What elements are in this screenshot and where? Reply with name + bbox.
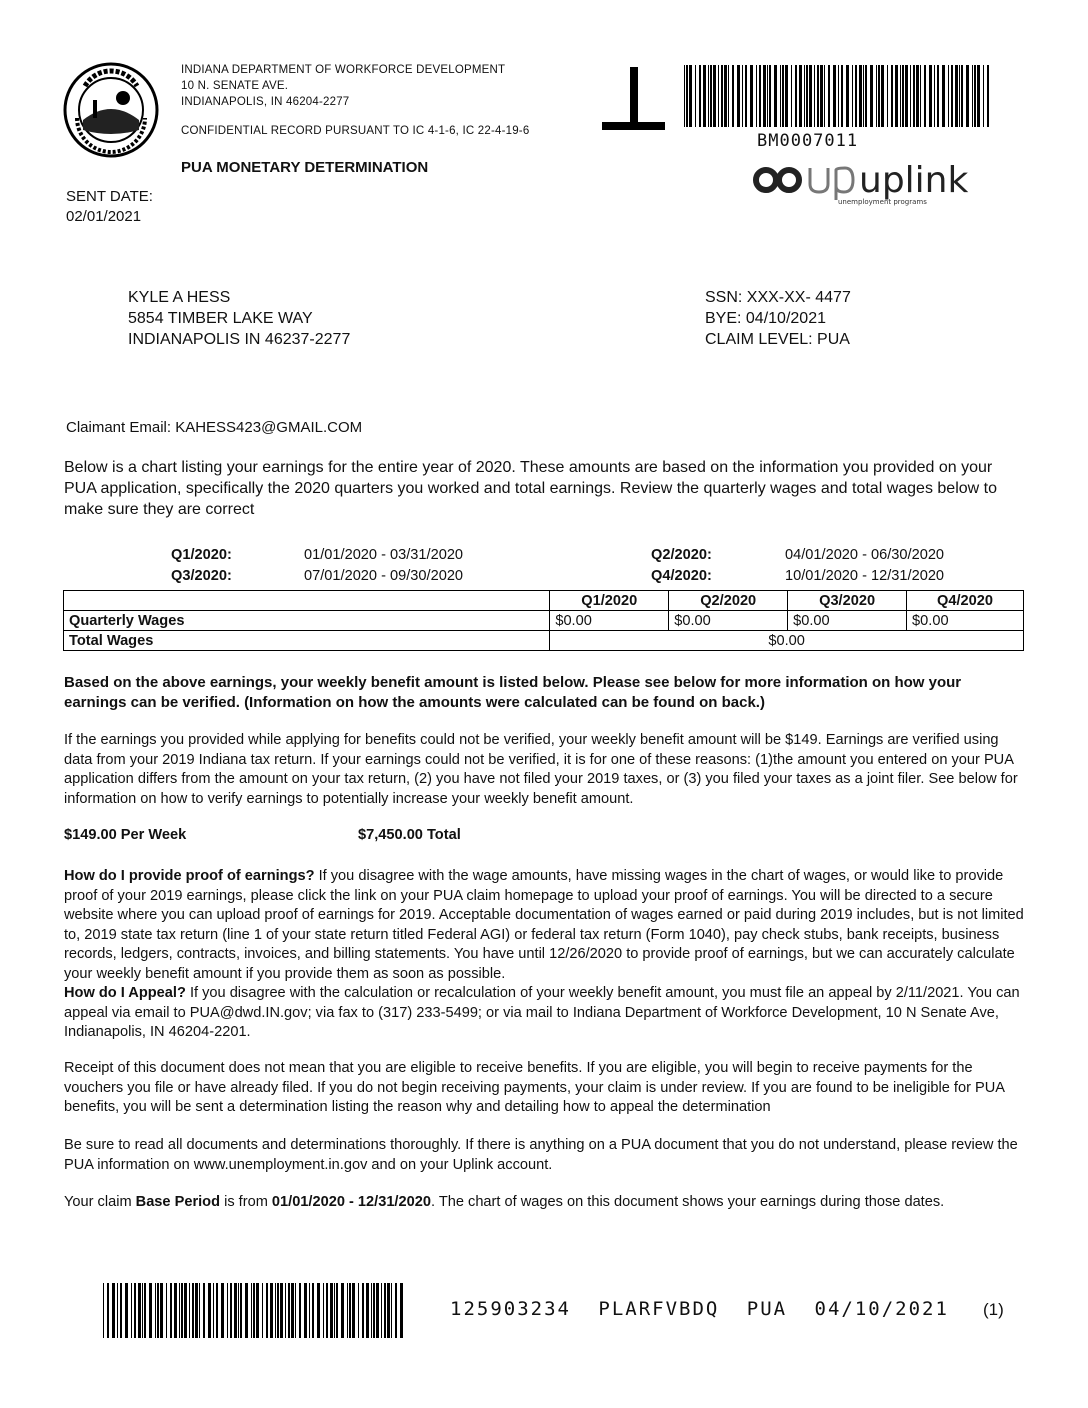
quarter-range-q1: 01/01/2020 - 03/31/2020 (304, 547, 464, 563)
barcode-bar (230, 1283, 232, 1338)
barcode-bar (846, 65, 849, 127)
barcode-bar (859, 65, 862, 127)
barcode-bar (347, 1283, 348, 1338)
barcode-bar (181, 1283, 183, 1338)
barcode-bar (309, 1283, 310, 1338)
barcode-bar (373, 1283, 375, 1338)
total-wages-value: $0.00 (550, 631, 1024, 651)
quarter-range-q3: 07/01/2020 - 09/30/2020 (304, 568, 464, 584)
barcode-bar (317, 1283, 320, 1338)
table-header: Q3/2020 (788, 591, 907, 611)
barcode-bar (184, 1283, 187, 1338)
barcode-bar (710, 65, 712, 127)
barcode-bar (251, 1283, 252, 1338)
barcode-bar (951, 65, 953, 127)
barcode-bar (742, 65, 743, 127)
barcode-bar (959, 65, 960, 127)
barcode-bar (174, 1283, 177, 1338)
barcode-bar (179, 1283, 180, 1338)
barcode-bar (838, 65, 839, 127)
barcode-bar (326, 1283, 328, 1338)
barcode-bar (245, 1283, 248, 1338)
barcode-bar (221, 1283, 224, 1338)
ssn: SSN: XXX-XX- 4477 (705, 289, 851, 306)
barcode-bar (275, 1283, 276, 1338)
agency-line: INDIANAPOLIS, IN 46204-2277 (181, 96, 350, 108)
barcode-bar (780, 65, 781, 127)
barcode-bar (814, 65, 815, 127)
receipt-paragraph: Receipt of this document does not mean that you are eligible to receive benefits. If you are eligible, you will begin to receive payments for the vouchers you file or have already filed. If you do not begin receiving payments, your claim is under review. If you are found to be ineligible for PUA benefits, you will be sent a determination listing the reason why and detailing how to appeal the determination (64, 1060, 1005, 1115)
barcode-bar (195, 1283, 198, 1338)
barcode-bar (266, 1283, 268, 1338)
barcode-bar (804, 65, 805, 127)
barcode-bar (149, 1283, 152, 1338)
base-period-mid: is from (220, 1194, 272, 1210)
barcode-bar (384, 1283, 386, 1338)
barcode-bar (718, 65, 719, 127)
barcode-bar (341, 1283, 344, 1338)
footer-code: 125903234 PLARFVBDQ PUA 04/10/2021 (450, 1298, 949, 1320)
barcode-bar (391, 1283, 392, 1338)
barcode-bar (323, 1283, 324, 1338)
barcode-bar (876, 65, 877, 127)
tee-mark-bar (602, 122, 665, 130)
barcode-bar (216, 1283, 218, 1338)
quarter-label-q4: Q4/2020: (651, 568, 712, 584)
barcode-bar (376, 1283, 379, 1338)
barcode-bar (820, 65, 823, 127)
barcode-top (684, 65, 994, 127)
barcode-bar (833, 65, 836, 127)
barcode-bar (285, 1283, 286, 1338)
barcode-bar (170, 1283, 172, 1338)
barcode-bar (155, 1283, 156, 1338)
barcode-bar (767, 65, 768, 127)
appeal-text: If you disagree with the calculation or recalculation of your weekly benefit amount, you must file an appeal by 2/11/2021. You can appeal via email to PUA@dwd.IN.gov; via fax to (317) 233-5499; or via mail to Indiana Department of Workforce Development, 10 N Senate Ave, Indianapolis, IN 46204-2201. (64, 985, 1020, 1040)
barcode-bar (955, 65, 958, 127)
claimant-street: 5854 TIMBER LAKE WAY (128, 310, 313, 327)
barcode-bar (891, 65, 893, 127)
logo-tagline: unemployment programs (838, 198, 927, 206)
barcode-bar (983, 65, 984, 127)
barcode-bar (817, 65, 819, 127)
table-header-row (64, 591, 1024, 611)
barcode-bar (881, 65, 884, 127)
barcode-bar (125, 1283, 128, 1338)
table-cell: $0.00 (788, 611, 907, 631)
barcode-bar (824, 65, 825, 127)
proof-question: How do I provide proof of earnings? (64, 868, 315, 884)
barcode-bar (721, 65, 723, 127)
barcode-bar (358, 1283, 359, 1338)
agency-line: 10 N. SENATE AVE. (181, 80, 289, 92)
barcode-bar (750, 65, 753, 127)
barcode-bar (977, 65, 980, 127)
barcode-bar (134, 1283, 136, 1338)
barcode-bar (905, 65, 908, 127)
barcode-bar (400, 1283, 403, 1338)
barcode-bar (756, 65, 757, 127)
barcode-bar (213, 1283, 214, 1338)
barcode-bar (841, 65, 843, 127)
barcode-bar (809, 65, 812, 127)
barcode-bar (799, 65, 802, 127)
barcode-bar (828, 65, 830, 127)
confidential-notice: CONFIDENTIAL RECORD PURSUANT TO IC 4-1-6, IC 22-4-19-6 (181, 125, 530, 137)
table-header: Q1/2020 (550, 591, 669, 611)
barcode-bar (974, 65, 976, 127)
barcode-bar (334, 1283, 335, 1338)
barcode-bar (291, 1283, 294, 1338)
table-row (64, 631, 1024, 651)
barcode-bar (972, 65, 973, 127)
barcode-bar (910, 65, 911, 127)
barcode-bar (270, 1283, 273, 1338)
table-header-blank (64, 591, 550, 611)
barcode-bar (961, 65, 963, 127)
table-row (64, 611, 1024, 631)
barcode-bar (785, 65, 788, 127)
page-title: PUA MONETARY DETERMINATION (181, 159, 429, 176)
barcode-bar (277, 1283, 279, 1338)
barcode-bar (937, 65, 939, 127)
base-period-pre: Your claim (64, 1194, 136, 1210)
barcode-bar (865, 65, 867, 127)
quarter-label-q3: Q3/2020: (171, 568, 232, 584)
barcode-bar (138, 1283, 141, 1338)
barcode-bar (699, 65, 701, 127)
barcode-bar (966, 65, 969, 127)
appeal-question: How do I Appeal? (64, 985, 186, 1001)
barcode-bar (203, 1283, 205, 1338)
barcode-bar (366, 1283, 369, 1338)
barcode-bar (684, 65, 685, 127)
barcode-bar (381, 1283, 382, 1338)
read-paragraph: Be sure to read all documents and determinations thoroughly. If there is anything on a PUA document that you do not understand, please review the PUA information on www.unemployment.in.gov and on your Uplink account. (64, 1137, 1018, 1173)
sent-date (66, 187, 153, 227)
barcode-bar (732, 65, 734, 127)
claimant-name: KYLE A HESS (128, 289, 231, 306)
verify-paragraph: If the earnings you provided while applying for benefits could not be verified, your weekly benefit amount will be $149. Earnings are verified using data from your 2019 Indiana tax return. If your earnings could not be verified, it is for one of these reasons: (1)the amount you entered on your PUA application differs from the amount on your tax return, (2) you have not filed your 2019 taxes, or (3) you filed your taxes as a joint filer. See below for information on how to verify earnings to potentially increase your weekly benefit amount. (64, 732, 1018, 807)
barcode-bar (166, 1283, 167, 1338)
barcode-bar (103, 1283, 104, 1338)
barcode-bar (724, 65, 727, 127)
barcode-bar (362, 1283, 364, 1338)
barcode-bar (262, 1283, 263, 1338)
claimant-email: Claimant Email: KAHESS423@GMAIL.COM (66, 419, 363, 436)
barcode-bar (791, 65, 792, 127)
barcode-bar (745, 65, 747, 127)
barcode-bar (253, 1283, 255, 1338)
barcode-bar (107, 1283, 109, 1338)
intro-paragraph: Below is a chart listing your earnings for the entire year of 2020. These amounts are based on the information you provided on your PUA application, specifically the 2020 quarters you worked and total earnings. Review the quarterly wages and total wages below to make sure they are correct (64, 459, 997, 518)
barcode-bar (887, 65, 888, 127)
benefit-heading: Based on the above earnings, your weekly benefit amount is listed below. Please see below for more information on how your earnings can be verified. (Information on how the amounts were calculated can be found on back.) (64, 674, 962, 711)
barcode-bar (806, 65, 808, 127)
barcode-bar (288, 1283, 290, 1338)
wages-table (63, 590, 1024, 651)
table-header: Q2/2020 (669, 591, 788, 611)
tee-mark-stem (630, 67, 638, 125)
base-period-label: Base Period (135, 1194, 221, 1210)
base-period-range: 01/01/2020 - 12/31/2020 (271, 1194, 431, 1210)
quarter-range-q2: 04/01/2020 - 06/30/2020 (785, 547, 945, 563)
barcode-bar (795, 65, 797, 127)
claimant-city: INDIANAPOLIS IN 46237-2277 (128, 331, 351, 348)
barcode-bar (208, 1283, 211, 1338)
barcode-bar (312, 1283, 314, 1338)
table-cell: $0.00 (669, 611, 788, 631)
barcode-bar (782, 65, 784, 127)
total-wages-label: Total Wages (64, 631, 550, 651)
barcode-bar (895, 65, 898, 127)
barcode-bar (387, 1283, 390, 1338)
barcode-bottom (103, 1283, 405, 1338)
barcode-bar (304, 1283, 307, 1338)
barcode-bar (713, 65, 716, 127)
logo-word: uplink (859, 160, 969, 201)
barcode-bar (352, 1283, 355, 1338)
barcode-bar (878, 65, 880, 127)
barcode-bar (192, 1283, 194, 1338)
barcode-bar (395, 1283, 397, 1338)
claimant-address (128, 287, 350, 350)
barcode-bar (295, 1283, 296, 1338)
barcode-bar (934, 65, 935, 127)
barcode-bar (371, 1283, 372, 1338)
barcode-bar (916, 65, 919, 127)
state-seal (63, 58, 159, 166)
barcode-id: BM0007011 (757, 131, 859, 151)
base-period-paragraph (64, 1193, 1024, 1213)
barcode-bar (852, 65, 853, 127)
barcode-bar (144, 1283, 146, 1338)
agency-address (181, 62, 505, 110)
barcode-bar (238, 1283, 239, 1338)
quarter-label-q1: Q1/2020: (171, 547, 232, 563)
barcode-bar (929, 65, 932, 127)
barcode-bar (924, 65, 926, 127)
table-cell: $0.00 (550, 611, 669, 631)
barcode-bar (117, 1283, 118, 1338)
barcode-bar (199, 1283, 200, 1338)
barcode-bar (686, 65, 688, 127)
barcode-bar (708, 65, 709, 127)
page-number: (1) (983, 1300, 1004, 1319)
base-period-post: . The chart of wages on this document shows your earnings during those dates. (430, 1194, 945, 1210)
barcode-bar (256, 1283, 259, 1338)
barcode-bar (280, 1283, 283, 1338)
barcode-bar (240, 1283, 242, 1338)
proof-and-appeal (64, 867, 1024, 1043)
quarter-range-q4: 10/01/2020 - 12/31/2020 (785, 568, 945, 584)
barcode-bar (349, 1283, 351, 1338)
barcode-bar (948, 65, 949, 127)
uplink-logo (752, 156, 969, 206)
total-amount: $7,450.00 Total (358, 827, 461, 843)
barcode-bar (131, 1283, 132, 1338)
claim-level: CLAIM LEVEL: PUA (705, 331, 850, 348)
proof-text: If you disagree with the wage amounts, have missing wages in the chart of wages, or would like to provide proof of your 2019 earnings, please click the link on your PUA claim homepage to upload your proof of earnings. You will be directed to a secure website where you can upload proof of earnings for 2019. Acceptable documentation of wages earned or paid during 2019 includes, but is not limited to, 2019 state tax return (line 1 of your state return titled Federal AGI) or federal tax return (Form 1040), pay check stubs, bank receipts, business records, ledgers, contracts, invoices, and billing statements. You have until 12/26/2020 to provide proof of earnings, but we can accurately calculate your weekly benefit amount if you provide them as soon as possible. (64, 868, 1024, 982)
barcode-bar (870, 65, 873, 127)
sent-date-label: SENT DATE: (66, 188, 153, 205)
quarter-label-q2: Q2/2020: (651, 547, 712, 563)
barcode-bar (942, 65, 945, 127)
barcode-bar (703, 65, 706, 127)
barcode-bar (160, 1283, 163, 1338)
barcode-bar (737, 65, 740, 127)
barcode-bar (913, 65, 915, 127)
barcode-bar (234, 1283, 237, 1338)
barcode-bar (689, 65, 692, 127)
barcode-bar (120, 1283, 122, 1338)
table-cell: $0.00 (907, 611, 1024, 631)
barcode-bar (769, 65, 771, 127)
barcode-bar (330, 1283, 333, 1338)
barcode-bar (189, 1283, 190, 1338)
barcode-bar (763, 65, 766, 127)
barcode-bar (855, 65, 857, 127)
barcode-bar (759, 65, 761, 127)
barcode-bar (142, 1283, 143, 1338)
barcode-bar (728, 65, 729, 127)
barcode-bar (227, 1283, 228, 1338)
barcode-bar (695, 65, 696, 127)
barcode-bar (900, 65, 901, 127)
barcode-bar (920, 65, 921, 127)
quarterly-wages-label: Quarterly Wages (64, 611, 550, 631)
barcode-bar (299, 1283, 301, 1338)
claim-info (705, 287, 851, 350)
barcode-bar (902, 65, 904, 127)
barcode-bar (774, 65, 777, 127)
barcode-bar (863, 65, 864, 127)
table-header: Q4/2020 (907, 591, 1024, 611)
agency-line: INDIANA DEPARTMENT OF WORKFORCE DEVELOPMENT (181, 64, 506, 76)
barcode-bar (336, 1283, 338, 1338)
weekly-amount: $149.00 Per Week (64, 827, 187, 843)
benefit-year-end: BYE: 04/10/2021 (705, 310, 826, 327)
sent-date-value: 02/01/2021 (66, 208, 142, 225)
barcode-bar (987, 65, 989, 127)
barcode-bar (112, 1283, 115, 1338)
barcode-bar (157, 1283, 159, 1338)
